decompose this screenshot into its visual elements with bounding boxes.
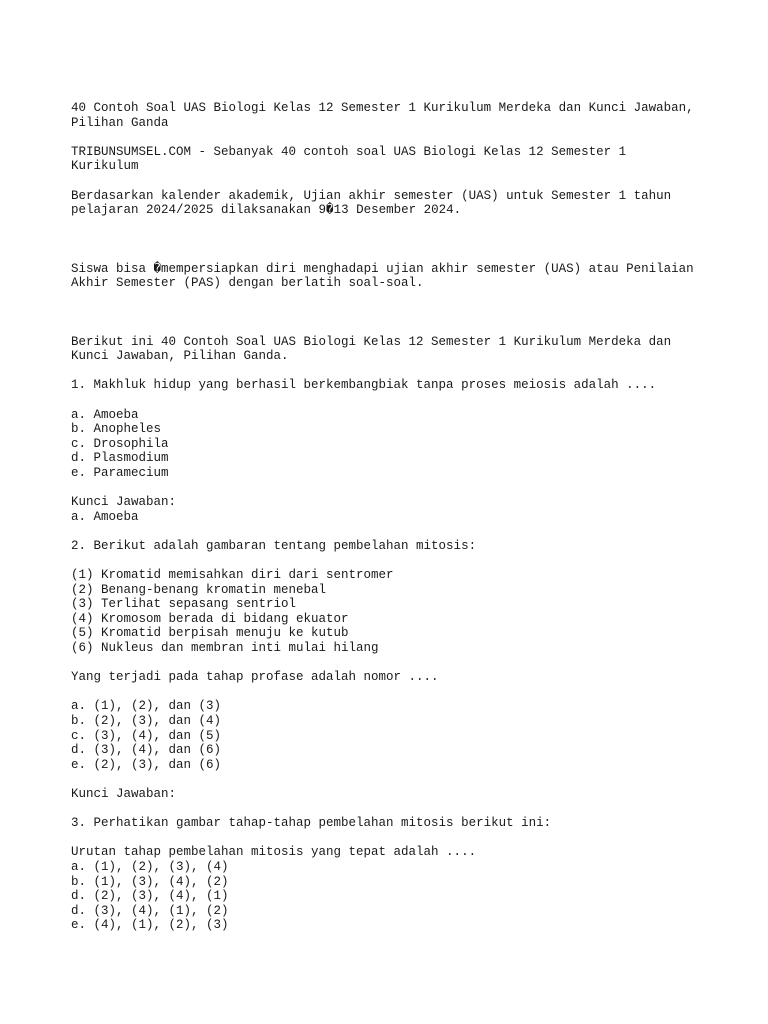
question-text: 2. Berikut adalah gambaran tentang pembelahan mitosis: <box>71 538 477 553</box>
paragraph-line: pelajaran 2024/2025 dilaksanakan 9�13 Desember 2024. <box>71 203 462 218</box>
statement-item: (4) Kromosom berada di bidang ekuator <box>71 611 349 626</box>
answer-option: c. Drosophila <box>71 436 169 451</box>
statement-item: (6) Nukleus dan membran inti mulai hilang <box>71 641 379 655</box>
question-2 <box>71 539 711 802</box>
answer-option: b. Anopheles <box>71 422 162 437</box>
title-line: Pilihan Ganda <box>71 115 169 130</box>
question-prompt: Yang terjadi pada tahap profase adalah nomor .... <box>71 670 439 685</box>
paragraph-line: TRIBUNSUMSEL.COM - Sebanyak 40 contoh soal UAS Biologi Kelas 12 Semester 1 <box>71 144 627 159</box>
answer-option: d. Plasmodium <box>71 451 169 466</box>
answer-option: b. (2), (3), dan (4) <box>71 713 222 728</box>
answer-option: e. (2), (3), dan (6) <box>71 757 222 772</box>
title-line: 40 Contoh Soal UAS Biologi Kelas 12 Semester 1 Kurikulum Merdeka dan Kunci Jawaban, <box>71 101 694 115</box>
intro-paragraph <box>71 145 711 174</box>
statement-item: (3) Terlihat sepasang sentriol <box>71 597 297 612</box>
answer-option: d. (3), (4), dan (6) <box>71 743 222 758</box>
paragraph-line: Kunci Jawaban, Pilihan Ganda. <box>71 349 289 364</box>
question-1 <box>71 378 711 524</box>
preparation-paragraph <box>71 262 711 291</box>
answer-option: a. Amoeba <box>71 407 139 422</box>
answer-key-value: a. Amoeba <box>71 509 139 524</box>
answer-key-label: Kunci Jawaban: <box>71 495 177 510</box>
answer-option: a. (1), (2), dan (3) <box>71 699 222 714</box>
answer-option: a. (1), (2), (3), (4) <box>71 859 229 874</box>
paragraph-line: Berdasarkan kalender akademik, Ujian akhir semester (UAS) untuk Semester 1 tahun <box>71 188 672 203</box>
document-body <box>71 101 711 933</box>
paragraph-line: Kurikulum <box>71 159 139 174</box>
answer-option: e. Paramecium <box>71 465 169 480</box>
statement-item: (2) Benang-benang kromatin menebal <box>71 582 327 597</box>
statement-item: (1) Kromatid memisahkan diri dari sentromer <box>71 568 394 583</box>
question-3 <box>71 816 711 933</box>
answer-option: b. (1), (3), (4), (2) <box>71 874 229 889</box>
schedule-paragraph <box>71 189 711 218</box>
statement-item: (5) Kromatid berpisah menuju ke kutub <box>71 626 349 641</box>
answer-option: d. (2), (3), (4), (1) <box>71 889 229 904</box>
answer-key-label: Kunci Jawaban: <box>71 786 177 801</box>
article-title <box>71 101 711 130</box>
question-text: 3. Perhatikan gambar tahap-tahap pembelahan mitosis berikut ini: <box>71 816 552 831</box>
question-prompt: Urutan tahap pembelahan mitosis yang tepat adalah .... <box>71 845 477 860</box>
lead-paragraph <box>71 335 711 364</box>
answer-option: d. (3), (4), (1), (2) <box>71 903 229 918</box>
answer-option: c. (3), (4), dan (5) <box>71 728 222 743</box>
answer-option: e. (4), (1), (2), (3) <box>71 918 229 933</box>
question-text: 1. Makhluk hidup yang berhasil berkembangbiak tanpa proses meiosis adalah .... <box>71 378 657 393</box>
paragraph-line: Siswa bisa �mempersiapkan diri menghadapi ujian akhir semester (UAS) atau Penilaian <box>71 261 694 276</box>
paragraph-line: Akhir Semester (PAS) dengan berlatih soal-soal. <box>71 276 424 291</box>
paragraph-line: Berikut ini 40 Contoh Soal UAS Biologi Kelas 12 Semester 1 Kurikulum Merdeka dan <box>71 334 672 349</box>
